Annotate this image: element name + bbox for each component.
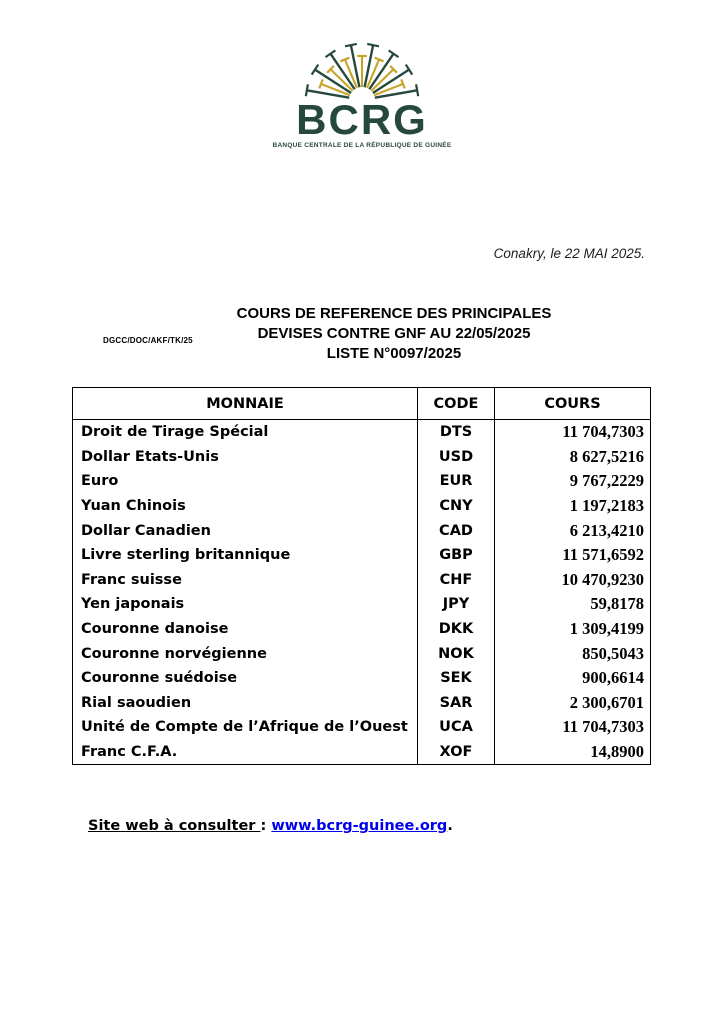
title-line-2: DEVISES CONTRE GNF AU 22/05/2025 [257,325,531,342]
currency-code-cell: NOK [418,641,495,666]
currency-rate-cell: 2 300,6701 [495,691,651,716]
website-suffix: . [447,818,453,834]
exchange-rates-table [72,387,651,765]
currency-name-cell: Franc suisse [81,571,182,588]
bcrg-logo-letters: BCRG [296,96,428,143]
reference-code: DGCC/DOC/AKF/TK/25 [103,336,193,345]
currency-name-cell: Euro [81,473,119,490]
table-row [73,568,651,593]
currency-code-cell: DKK [418,617,495,642]
table-row [73,469,651,494]
table-body [73,420,651,765]
table-row [73,445,651,470]
currency-code-cell: SEK [418,666,495,691]
website-footer [88,818,453,834]
title-line-3: LISTE N°0097/2025 [326,345,462,362]
table-row [73,691,651,716]
currency-rate-cell: 11 571,6592 [495,543,651,568]
table-header [73,388,651,420]
table-row [73,617,651,642]
table-row [73,740,651,765]
bcrg-logo [0,40,724,149]
currency-name-cell: Franc C.F.A. [81,744,178,761]
table-row [73,715,651,740]
currency-code-cell: GBP [418,543,495,568]
currency-rate-cell: 6 213,4210 [495,518,651,543]
document-title [0,304,724,364]
bcrg-rays-icon [287,40,437,102]
currency-name-cell: Dollar Canadien [81,522,211,539]
currency-rate-cell: 850,5043 [495,641,651,666]
currency-name-cell: Droit de Tirage Spécial [81,424,269,441]
currency-rate-cell: 900,6614 [495,666,651,691]
header-cours: COURS [495,388,651,420]
currency-rate-cell: 10 470,9230 [495,568,651,593]
table-row [73,494,651,519]
currency-name-cell: Yuan Chinois [81,498,186,515]
currency-name-cell: Couronne suédoise [81,670,238,687]
header-monnaie: MONNAIE [73,388,418,420]
currency-code-cell: SAR [418,691,495,716]
currency-code-cell: JPY [418,592,495,617]
table-row [73,543,651,568]
currency-code-cell: UCA [418,715,495,740]
currency-name-cell: Yen japonais [81,596,185,613]
currency-name-cell: Dollar Etats-Unis [81,448,219,465]
currency-name-cell: Unité de Compte de l’Afrique de l’Ouest [81,719,408,736]
website-separator: : [260,818,272,834]
table-row [73,641,651,666]
table-row [73,666,651,691]
currency-code-cell: CHF [418,568,495,593]
currency-name-cell: Couronne danoise [81,621,229,638]
currency-code-cell: CNY [418,494,495,519]
title-line-1: COURS DE REFERENCE DES PRINCIPALES [236,305,552,322]
currency-code-cell: DTS [418,420,495,445]
currency-rate-cell: 14,8900 [495,740,651,765]
currency-name-cell: Couronne norvégienne [81,645,267,662]
currency-rate-cell: 59,8178 [495,592,651,617]
currency-name-cell: Rial saoudien [81,694,192,711]
currency-rate-cell: 11 704,7303 [495,715,651,740]
currency-rate-cell: 8 627,5216 [495,445,651,470]
table-row [73,518,651,543]
currency-rate-cell: 11 704,7303 [495,420,651,445]
currency-name-cell: Livre sterling britannique [81,547,291,564]
currency-code-cell: CAD [418,518,495,543]
currency-rate-cell: 9 767,2229 [495,469,651,494]
website-label: Site web à consulter [88,818,261,834]
table-row [73,592,651,617]
currency-code-cell: USD [418,445,495,470]
currency-rate-cell: 1 309,4199 [495,617,651,642]
website-link[interactable]: www.bcrg-guinee.org [271,818,448,834]
bcrg-logo-tagline: BANQUE CENTRALE DE LA RÉPUBLIQUE DE GUINÉE [272,142,452,149]
dateline: Conakry, le 22 MAI 2025. [493,246,645,261]
currency-code-cell: EUR [418,469,495,494]
table-row [73,420,651,445]
header-code: CODE [418,388,495,420]
currency-rate-cell: 1 197,2183 [495,494,651,519]
currency-code-cell: XOF [418,740,495,765]
